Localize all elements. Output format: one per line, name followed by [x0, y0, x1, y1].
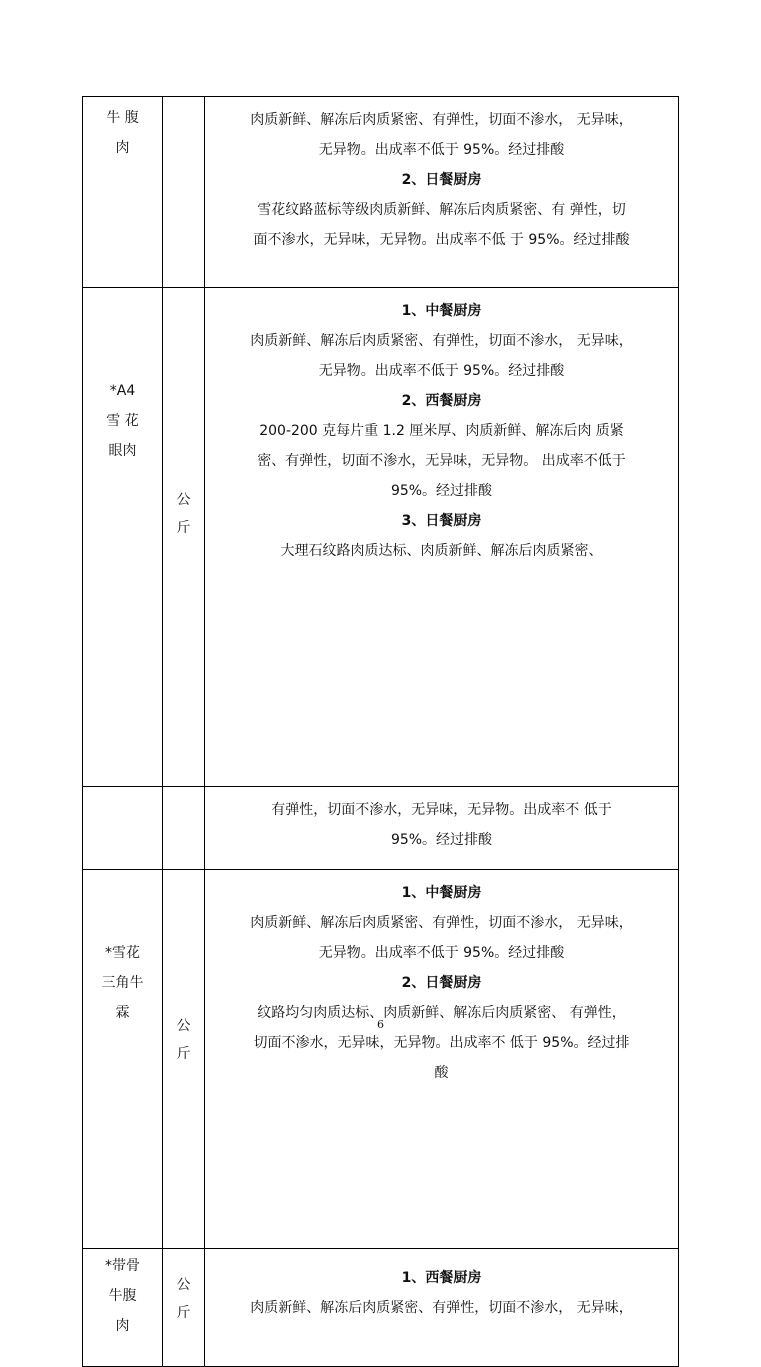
item-name-cell [83, 870, 163, 1249]
page-number: 6 [377, 1018, 384, 1031]
item-name-line: 雪 花 [106, 413, 139, 429]
table-row [83, 787, 679, 870]
unit-cell [163, 787, 205, 870]
unit-cell [163, 288, 205, 787]
table-row [83, 870, 679, 1249]
unit-text: 公 [176, 1277, 191, 1293]
item-name-cell [83, 787, 163, 870]
item-name-line: 牛腹 [108, 1288, 137, 1304]
unit-text: 斤 [176, 520, 191, 536]
requirement-text: 大理石纹路肉质达标、肉质新鲜、解冻后肉质紧密、 [280, 543, 603, 559]
requirement-text: 切面不渗水，无异味，无异物。出成率不 低于 95%。经过排 [253, 1035, 630, 1051]
item-name-cell [83, 97, 163, 288]
kitchen-heading: 1、西餐厨房 [401, 1270, 482, 1286]
item-name-line: 三角牛 [101, 975, 144, 991]
unit-text: 斤 [176, 1046, 191, 1062]
requirement-text: 面不渗水，无异味，无异物。出成率不低 于 95%。经过排酸 [253, 232, 630, 248]
item-name-cell [83, 1249, 163, 1367]
kitchen-heading: 1、中餐厨房 [401, 303, 482, 319]
item-name-line: 牛 腹 [106, 110, 139, 126]
requirement-text: 肉质新鲜、解冻后肉质紧密、有弹性，切面不渗水， 无异味， [250, 1300, 633, 1316]
kitchen-heading: 2、西餐厨房 [401, 393, 482, 409]
requirement-cell [205, 288, 679, 787]
item-name-line: *A4 [109, 383, 136, 399]
requirement-text: 无异物。出成率不低于 95%。经过排酸 [318, 945, 565, 961]
item-name-line: *带骨 [105, 1258, 140, 1274]
kitchen-heading: 2、日餐厨房 [401, 172, 482, 188]
requirement-cell [205, 870, 679, 1249]
spec-table [82, 96, 679, 1367]
requirement-text: 肉质新鲜、解冻后肉质紧密、有弹性，切面不渗水， 无异味， [250, 915, 633, 931]
requirement-cell [205, 787, 679, 870]
table-row [83, 1249, 679, 1367]
requirement-cell [205, 1249, 679, 1367]
kitchen-heading: 3、日餐厨房 [401, 513, 482, 529]
table-row [83, 288, 679, 787]
requirement-text: 密、有弹性，切面不渗水，无异味，无异物。 出成率不低于 [257, 453, 626, 469]
unit-cell [163, 1249, 205, 1367]
requirement-text: 95%。经过排酸 [390, 483, 493, 499]
requirement-text: 肉质新鲜、解冻后肉质紧密、有弹性，切面不渗水， 无异味， [250, 112, 633, 128]
requirement-text: 200-200 克每片重 1.2 厘米厚、肉质新鲜、解冻后肉 质紧 [259, 423, 624, 439]
item-name-line: 肉 [115, 1318, 130, 1334]
requirement-cell [205, 97, 679, 288]
unit-cell [163, 870, 205, 1249]
requirement-text: 肉质新鲜、解冻后肉质紧密、有弹性，切面不渗水， 无异味， [250, 333, 633, 349]
item-name-line: *雪花 [105, 945, 140, 961]
requirement-text: 雪花纹路蓝标等级肉质新鲜、解冻后肉质紧密、有 弹性，切 [257, 202, 626, 218]
unit-text: 公 [176, 492, 191, 508]
requirement-text: 无异物。出成率不低于 95%。经过排酸 [318, 142, 565, 158]
unit-cell [163, 97, 205, 288]
item-name-line: 肉 [115, 140, 130, 156]
requirement-text: 有弹性，切面不渗水，无异味，无异物。出成率不 低于 [271, 802, 612, 818]
item-name-cell [83, 288, 163, 787]
unit-text: 公 [176, 1018, 191, 1034]
kitchen-heading: 2、日餐厨房 [401, 975, 482, 991]
requirement-text: 无异物。出成率不低于 95%。经过排酸 [318, 363, 565, 379]
unit-text: 斤 [176, 1305, 191, 1321]
requirement-text: 酸 [434, 1065, 449, 1081]
item-name-line: 眼肉 [108, 443, 137, 459]
requirement-text: 95%。经过排酸 [390, 832, 493, 848]
table-row [83, 97, 679, 288]
item-name-line: 霖 [115, 1005, 130, 1021]
requirement-text: 纹路均匀肉质达标、肉质新鲜、解冻后肉质紧密、 有弹性， [257, 1005, 626, 1021]
kitchen-heading: 1、中餐厨房 [401, 885, 482, 901]
